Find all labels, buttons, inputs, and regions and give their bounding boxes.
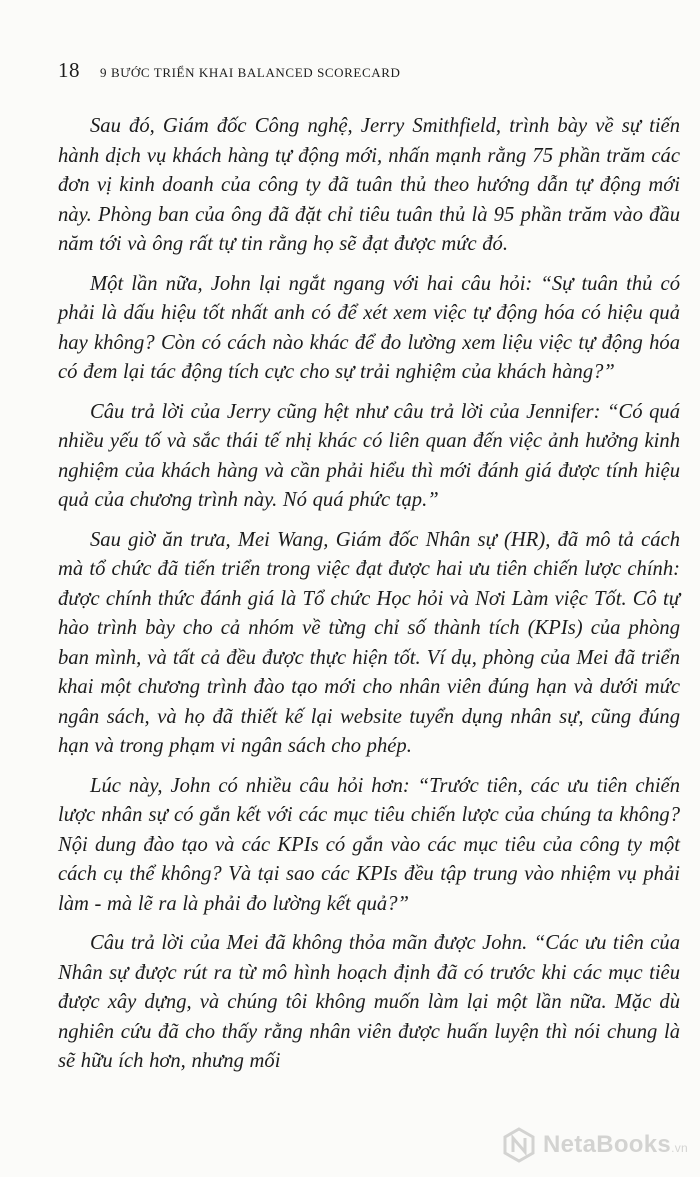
paragraph: Một lần nữa, John lại ngắt ngang với hai câu hỏi: “Sự tuân thủ có phải là dấu hiệu tốt nhất anh có để xét xem việc tự động hóa có hiệu quả hay không? Còn có cách nào khác để đo lường xem liệu việc tự động hóa có đem lại tác động tích cực cho sự trải nghiệm của khách hàng?” <box>58 272 680 383</box>
watermark <box>501 1127 688 1163</box>
netabooks-logo-icon <box>501 1127 537 1163</box>
page-number: 18 <box>58 58 80 82</box>
paragraph: Câu trả lời của Jerry cũng hệt như câu trả lời của Jennifer: “Có quá nhiều yếu tố và sắc thái tế nhị khác có liên quan đến việc ảnh hưởng kinh nghiệm của khách hàng và cần phải hiểu thì mới đánh giá được tính hiệu quả của chương trình này. Nó quá phức tạp.” <box>58 400 680 511</box>
paragraph: Sau giờ ăn trưa, Mei Wang, Giám đốc Nhân sự (HR), đã mô tả cách mà tổ chức đã tiến triển trong việc đạt được hai ưu tiên chiến lược chính: được chính thức đánh giá là Tổ chức Học hỏi và Nơi Làm việc Tốt. Cô tự hào trình bày cho cả nhóm về từng chỉ số thành tích (KPIs) của phòng ban mình, và tất cả đều được thực hiện tốt. Ví dụ, phòng của Mei đã triển khai một chương trình đào tạo mới cho nhân viên đúng hạn và dưới mức ngân sách, và họ đã thiết kế lại website tuyển dụng nhân sự, cũng đúng hạn và trong phạm vi ngân sách cho phép. <box>58 528 680 757</box>
watermark-brand: NetaBooks.vn <box>543 1131 688 1158</box>
paragraph: Câu trả lời của Mei đã không thỏa mãn được John. “Các ưu tiên của Nhân sự được rút ra từ mô hình hoạch định đã có trước khi các mục tiêu được xây dựng, và chúng tôi không muốn làm lại một lần nữa. Mặc dù nghiên cứu đã cho thấy rằng nhân viên được huấn luyện thì nói chung là sẽ hữu ích hơn, nhưng mối <box>58 932 680 1072</box>
paragraph: Sau đó, Giám đốc Công nghệ, Jerry Smithfield, trình bày về sự tiến hành dịch vụ khách hàng tự động mới, nhấn mạnh rằng 75 phần trăm các đơn vị kinh doanh của công ty đã tuân thủ theo hướng dẫn tự động mới này. Phòng ban của ông đã đặt chỉ tiêu tuân thủ là 95 phần trăm vào đầu năm tới và ông rất tự tin rằng họ sẽ đạt được mức đó. <box>58 115 680 255</box>
body-text <box>58 112 680 1087</box>
running-head: 9 BƯỚC TRIỂN KHAI BALANCED SCORECARD <box>100 65 401 80</box>
paragraph: Lúc này, John có nhiều câu hỏi hơn: “Trước tiên, các ưu tiên chiến lược nhân sự có gắn kết với các mục tiêu chiến lược của chúng ta không? Nội dung đào tạo và các KPIs có gắn vào các mục tiêu của công ty một cách cụ thể không? Và tại sao các KPIs đều tập trung vào nhiệm vụ phải làm - mà lẽ ra là phải đo lường kết quả?” <box>58 774 680 915</box>
page-header <box>58 58 401 83</box>
